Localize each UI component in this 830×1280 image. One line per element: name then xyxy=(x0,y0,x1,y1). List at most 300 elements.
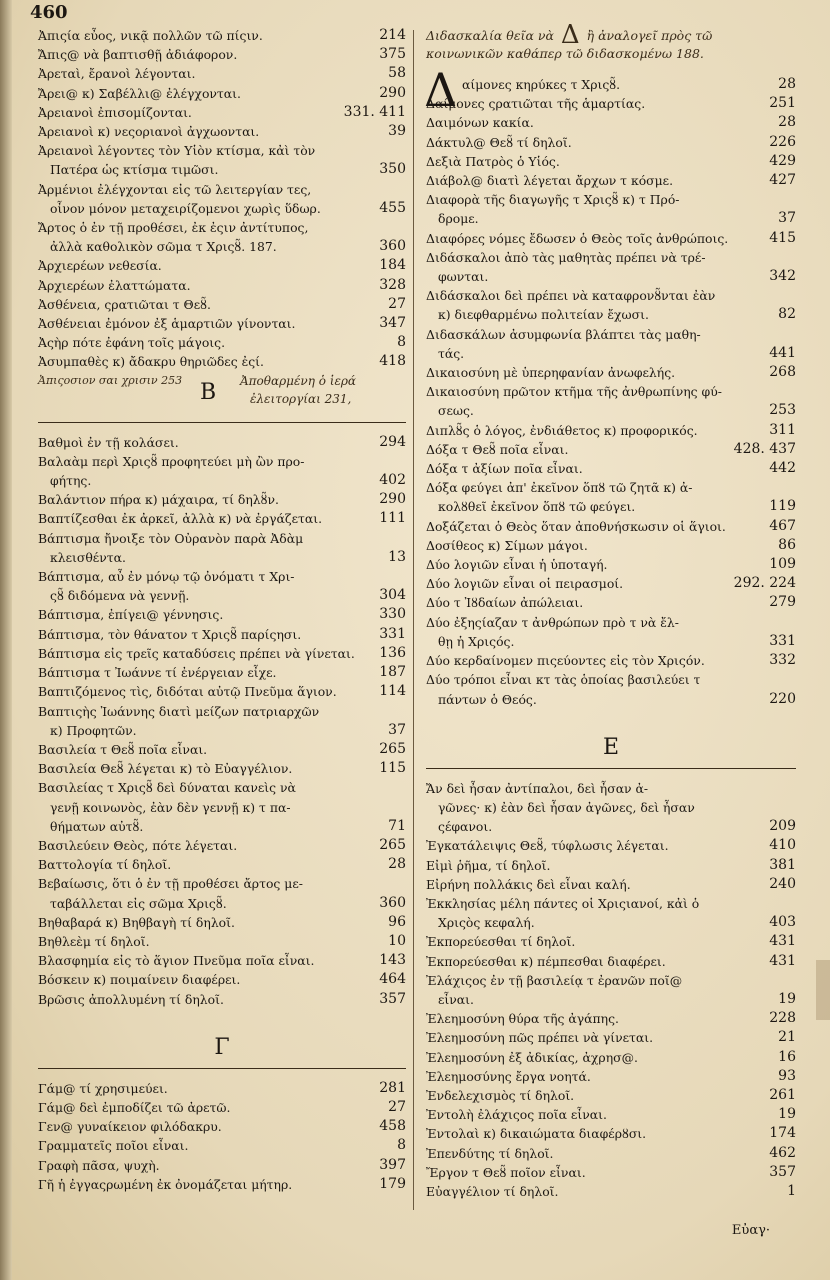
page-reference: 304 xyxy=(379,587,406,604)
page-reference: 240 xyxy=(769,875,796,892)
right-column xyxy=(424,20,796,1201)
entry-text: Βαπτίζεσθαι ἐκ ἀρκεῖ, ἀλλὰ κ) νὰ ἐργάζεται. xyxy=(38,511,323,527)
handwritten-note: ἐλειτοργίαι 231, xyxy=(250,391,352,406)
entry-text: Βασιλείας τ Χριςȣ̃ δεὶ δύναται κανεὶς νὰ xyxy=(38,780,296,796)
entry-text: Δύο τ Ἰȣδαίων ἀπώλειαι. xyxy=(426,595,584,611)
page-reference: 331. 411 xyxy=(343,103,406,120)
index-entry xyxy=(38,567,406,605)
entry-text: Δαίμονες ςρατιῶται τῆς ἁμαρτίας. xyxy=(426,96,646,112)
entry-continuation: τάς. xyxy=(438,345,465,361)
entry-text: Ἐντολαὶ κ) δικαιώματα διαφέρȣσι. xyxy=(426,1126,647,1142)
section-letter-delta: Δ xyxy=(424,63,458,117)
page-reference: 410 xyxy=(769,837,796,854)
entry-text: Δόξα φεύγει ἀπ' ἐκεῖνον ὅπȣ τῶ ζητᾶ κ) ἀ- xyxy=(426,480,693,496)
entry-continuation: ςέφανοι. xyxy=(438,819,493,835)
entry-continuation: πάντων ὁ Θεός. xyxy=(438,691,537,707)
index-entry xyxy=(426,613,796,651)
index-entry xyxy=(38,990,406,1009)
page-reference: 342 xyxy=(769,268,796,285)
entry-text: Ἄπις@ νὰ βαπτισθῇ ἀδιάφορον. xyxy=(38,47,238,63)
entry-continuation: θήματων αὐτȣ̃. xyxy=(50,818,144,834)
index-entry xyxy=(426,555,796,574)
page-reference: 136 xyxy=(379,644,406,661)
page-reference: 1 xyxy=(787,1182,796,1199)
index-entry xyxy=(426,459,796,478)
entry-text: Διδάσκαλοι ἀπὸ τὰς μαθητὰς πρέπει νὰ τρέ- xyxy=(426,249,706,265)
page-reference: 265 xyxy=(379,740,406,757)
index-entry xyxy=(38,218,406,256)
entry-text: Δόξα τ Θεȣ̃ ποῖα εἶναι. xyxy=(426,441,569,457)
section-rule xyxy=(38,422,406,423)
entry-text: Βεβαίωσις, ὅτι ὁ ἐν τῇ προθέσει ἄρτος με- xyxy=(38,876,303,892)
entry-text: Γάμ@ δεὶ ἐμποδίζει τῶ ἀρετῶ. xyxy=(38,1099,231,1115)
entry-text: Ἄν δεὶ ἦσαν ἀντίπαλοι, δεὶ ἦσαν ἀ- xyxy=(426,780,649,796)
index-entry xyxy=(38,180,406,218)
page-reference: 143 xyxy=(379,952,406,969)
page-reference: 10 xyxy=(388,932,406,949)
page-reference: 467 xyxy=(769,517,796,534)
page-reference: 82 xyxy=(778,306,796,323)
entry-text: Ἀρειανοὶ λέγοντες τὸν Υἱὸν κτίσμα, κἀὶ τὸν xyxy=(38,143,316,159)
page-reference: 37 xyxy=(388,721,406,738)
entry-continuation: κ) διεφθαρμένω πολιτείαν ἔχωσι. xyxy=(438,307,649,323)
entry-text: Δαιμόνων κακία. xyxy=(426,115,534,131)
index-entry xyxy=(426,113,796,132)
page-reference: 39 xyxy=(388,123,406,140)
index-entry xyxy=(426,363,796,382)
index-entry xyxy=(38,951,406,970)
entry-text: Βάπτισμα εἰς τρεῖς καταδύσεις πρέπει νὰ γίνεται. xyxy=(38,645,355,661)
entry-text: Ἀρμένιοι ἐλέγχονται εἰς τῶ λειτεργίαν τες, xyxy=(38,181,312,197)
page-reference: 403 xyxy=(769,914,796,931)
entry-text: Δοσίθεος κ) Σίμων μάγοι. xyxy=(426,537,588,553)
page-reference: 290 xyxy=(379,491,406,508)
delta-section xyxy=(426,75,796,709)
index-entry xyxy=(426,1163,796,1182)
index-entry xyxy=(38,1136,406,1155)
entry-text: Ἐλεημοσύνη ἐξ ἀδικίας, ἀχρησ@. xyxy=(426,1049,638,1065)
index-entry xyxy=(38,605,406,624)
entry-continuation: Πατέρα ὡς κτίσμα τιμῶσι. xyxy=(50,162,219,178)
page-reference: 96 xyxy=(388,913,406,930)
alpha-section xyxy=(38,26,406,372)
entry-text: Δοξάζεται ὁ Θεὸς ὅταν ἀποθνήσκωσιν οἱ ἅγιοι. xyxy=(426,518,726,534)
page-reference: 360 xyxy=(379,238,406,255)
entry-text: Διαφορὰ τῆς διαγωγῆς τ Χριςȣ̃ κ) τ Πρό- xyxy=(426,192,680,208)
page-reference: 350 xyxy=(379,161,406,178)
page-reference: 311 xyxy=(769,421,796,438)
page-reference: 464 xyxy=(379,971,406,988)
index-entry xyxy=(426,171,796,190)
index-entry xyxy=(38,352,406,371)
entry-text: Δικαιοσύνη πρῶτον κτῆμα τῆς ἀνθρωπίνης φύ- xyxy=(426,384,722,400)
entry-text: Δόξα τ ἀξίων ποῖα εἶναι. xyxy=(426,461,583,477)
index-entry xyxy=(426,94,796,113)
page-number: 460 xyxy=(30,2,68,23)
index-entry xyxy=(426,670,796,708)
entry-text: Βαλαὰμ περὶ Χριςȣ̃ προφητεύει μὴ ὢν προ- xyxy=(38,453,305,469)
index-entry xyxy=(426,536,796,555)
entry-text: Ἄρει@ κ) Σαβέλλι@ ἐλέγχονται. xyxy=(38,85,241,101)
page-reference: 402 xyxy=(379,472,406,489)
entry-text: Γεν@ γυναίκειον φιλόδακρυ. xyxy=(38,1119,222,1135)
entry-text: Γάμ@ τί χρησιμεύει. xyxy=(38,1080,168,1096)
index-entry xyxy=(38,333,406,352)
index-entry xyxy=(38,1117,406,1136)
entry-text: Ἀρειανοὶ κ) νεςοριανοὶ ἀγχωονται. xyxy=(38,124,260,140)
page-reference: 184 xyxy=(379,257,406,274)
epsilon-section xyxy=(426,779,796,1201)
page-reference: 294 xyxy=(379,433,406,450)
entry-text: Βαπτιςὴς Ἰωάννης διατὶ μείζων πατριαρχῶν xyxy=(38,703,320,719)
page-reference: 279 xyxy=(769,594,796,611)
page-reference: 27 xyxy=(388,295,406,312)
entry-text: Βάπτισμα, τὸν θάνατον τ Χριςȣ̃ παρίςησι. xyxy=(38,626,302,642)
page-reference: 328 xyxy=(379,276,406,293)
index-entry xyxy=(426,1009,796,1028)
entry-continuation: θῃ ἡ Χριςός. xyxy=(438,633,515,649)
index-entry xyxy=(426,856,796,875)
entry-text: Δύο κερδαίνομεν πιςεύοντες εἰς τὸν Χριςόν. xyxy=(426,653,705,669)
entry-text: Ἀρειανοὶ ἐπισομίζονται. xyxy=(38,104,192,120)
entry-text: Ἐκκλησίας μέλη πάντες οἱ Χριςιανοί, κἀὶ ὁ xyxy=(426,895,700,911)
entry-continuation: κολȣθεῖ ἐκεῖνον ὅπȣ τῶ φεύγει. xyxy=(438,499,636,515)
entry-text: Βλασφημία εἰς τὸ ἅγιον Πνεῦμα ποῖα εἶναι. xyxy=(38,953,315,969)
index-entry xyxy=(38,1156,406,1175)
index-entry xyxy=(426,971,796,1009)
index-entry xyxy=(38,1079,406,1098)
page-reference: 331 xyxy=(769,632,796,649)
handwritten-note-top xyxy=(426,20,796,63)
page-reference: 442 xyxy=(769,460,796,477)
page-reference: 220 xyxy=(769,690,796,707)
page-reference: 332 xyxy=(769,652,796,669)
index-entry xyxy=(426,382,796,420)
entry-text: Δύο τρόποι εἶναι κτ τὰς ὁποίας βασιλεύει τ xyxy=(426,672,701,688)
section-letter-b: B xyxy=(200,379,217,405)
page-reference: 179 xyxy=(379,1175,406,1192)
index-entry xyxy=(426,152,796,171)
entry-text: Ἐλεημοσύνη πῶς πρέπει νὰ γίνεται. xyxy=(426,1030,654,1046)
entry-continuation: ταβάλλεται εἰς σῶμα Χριςȣ̃. xyxy=(50,895,227,911)
entry-text: Ἀρεταὶ, ἔρανοὶ λέγονται. xyxy=(38,66,196,82)
index-entry xyxy=(426,952,796,971)
index-entry xyxy=(38,490,406,509)
page-reference: 28 xyxy=(778,114,796,131)
index-entry xyxy=(426,932,796,951)
beta-heading xyxy=(38,374,406,416)
entry-text: Ἐνδελεχισμὸς τί δηλοῖ. xyxy=(426,1087,575,1103)
page-reference: 265 xyxy=(379,836,406,853)
page-reference: 226 xyxy=(769,133,796,150)
page-gutter xyxy=(0,0,12,1280)
entry-continuation: κλεισθέντα. xyxy=(50,549,126,565)
page-reference: 441 xyxy=(769,344,796,361)
index-entry xyxy=(426,1067,796,1086)
page-reference: 251 xyxy=(769,95,796,112)
entry-text: Διαφόρες νόμες ἔδωσεν ὁ Θεὸς τοῖς ἀνθρώποις. xyxy=(426,230,729,246)
page-reference: 330 xyxy=(379,606,406,623)
handwritten-line: ἢ ἀναλογεῖ πρὸς τῶ xyxy=(586,28,713,43)
index-entry xyxy=(38,84,406,103)
entry-continuation: οἶνον μόνον μεταχειρίζομενοι χωρὶς ὕδωρ. xyxy=(50,200,321,216)
entry-continuation: Χριςὸς κεφαλή. xyxy=(438,915,535,931)
index-entry xyxy=(426,190,796,228)
page-reference: 86 xyxy=(778,536,796,553)
index-entry xyxy=(426,836,796,855)
page-reference: 357 xyxy=(769,1163,796,1180)
page-reference: 21 xyxy=(778,1029,796,1046)
entry-text: Ἄρτος ὁ ἐν τῇ προθέσει, ἐκ ἐςιν ἀντίτυπος, xyxy=(38,220,309,236)
page-reference: 290 xyxy=(379,84,406,101)
index-entry xyxy=(38,433,406,452)
index-entry xyxy=(426,229,796,248)
entry-text: Εὐαγγέλιον τί δηλοῖ. xyxy=(426,1183,559,1199)
index-entry xyxy=(426,1086,796,1105)
index-entry xyxy=(426,248,796,286)
page-reference: 111 xyxy=(379,510,406,527)
page-reference: 331 xyxy=(379,625,406,642)
entry-text: Ἐλεημοσύνη θύρα τῆς ἀγάπης. xyxy=(426,1011,619,1027)
index-entry xyxy=(426,133,796,152)
index-entry xyxy=(38,276,406,295)
entry-text: Δύο λογιῶν εἶναι ἡ ὑποταγή. xyxy=(426,557,608,573)
entry-text: Βαπτιζόμενος τὶς, διδόται αὐτῷ Πνεῦμα ἅγιον. xyxy=(38,684,337,700)
entry-text: Βάπτισμα τ Ἰωάννε τί ἐνέργειαν εἶχε. xyxy=(38,665,277,681)
left-column xyxy=(38,26,406,1194)
entry-continuation: εἶναι. xyxy=(438,991,474,1007)
entry-text: Ἐπενδύτης τί δηλοῖ. xyxy=(426,1145,554,1161)
page-reference: 418 xyxy=(379,353,406,370)
entry-text: Ἀρχιερέων νεθεσία. xyxy=(38,258,162,274)
page-reference: 357 xyxy=(379,990,406,1007)
page-reference: 431 xyxy=(769,933,796,950)
entry-text: Βαλάντιον πήρα κ) μάχαιρα, τί δηλȣ̃ν. xyxy=(38,492,279,508)
entry-text: Διδασκάλων ἀσυμφωνία βλάπτει τὰς μαθη- xyxy=(426,326,701,342)
column-divider xyxy=(413,30,414,1210)
page-reference: 115 xyxy=(379,760,406,777)
entry-text: Ἀπιςία εὖος, νικᾷ πολλῶν τῶ πίςιν. xyxy=(38,28,263,43)
entry-text: Γραφὴ πᾶσα, ψυχὴ. xyxy=(38,1157,160,1173)
index-entry xyxy=(426,1028,796,1047)
entry-text: Ἔργον τ Θεȣ̃ ποῖον εἶναι. xyxy=(426,1164,586,1180)
page-reference: 253 xyxy=(769,402,796,419)
index-entry xyxy=(38,45,406,64)
delta-section-wrap xyxy=(424,63,796,709)
page-reference: 174 xyxy=(769,1125,796,1142)
entry-continuation: γενῇ κοινωνὸς, ἐὰν δὲν γεννῇ κ) τ πα- xyxy=(50,799,291,815)
index-entry xyxy=(38,932,406,951)
entry-text: Δικαιοσύνη μὲ ὑπερηφανίαν ἀνωφελής. xyxy=(426,365,676,381)
index-entry xyxy=(38,836,406,855)
page-reference: 462 xyxy=(769,1144,796,1161)
index-entry xyxy=(426,1048,796,1067)
index-entry xyxy=(426,75,796,94)
page-reference: 292. 224 xyxy=(733,575,796,592)
entry-text: Ἀσθένεια, ςρατιῶται τ Θεȣ̃. xyxy=(38,296,211,312)
entry-text: Ἐκπορεύεσθαι κ) πέμπεσθαι διαφέρει. xyxy=(426,953,666,969)
index-entry xyxy=(426,875,796,894)
index-entry xyxy=(426,286,796,324)
index-entry xyxy=(38,314,406,333)
page-reference: 114 xyxy=(379,683,406,700)
entry-text: Διάβολ@ διατὶ λέγεται ἄρχων τ κόσμε. xyxy=(426,173,674,189)
page-reference: 281 xyxy=(379,1079,406,1096)
entry-text: αίμονες κηρύκες τ Χριςȣ̃. xyxy=(462,77,621,92)
entry-text: Ἐκπορεύεσθαι τί δηλοῖ. xyxy=(426,934,576,950)
index-entry xyxy=(38,702,406,740)
page-reference: 19 xyxy=(778,990,796,1007)
entry-text: Δεξιὰ Πατρὸς ὁ Υἱός. xyxy=(426,153,560,169)
entry-text: Ἐγκατάλειψις Θεȣ̃, τύφλωσις λέγεται. xyxy=(426,838,669,854)
entry-continuation: κ) Προφητῶν. xyxy=(50,722,137,738)
index-entry xyxy=(38,625,406,644)
page-reference: 427 xyxy=(769,172,796,189)
entry-continuation: φωνται. xyxy=(438,269,489,285)
page-reference: 228 xyxy=(769,1010,796,1027)
page-reference: 268 xyxy=(769,364,796,381)
entry-continuation: γῶνες· κ) ἐὰν δεὶ ἦσαν ἀγῶνες, δεὶ ἦσαν xyxy=(438,799,695,815)
index-entry xyxy=(426,478,796,516)
page-reference: 8 xyxy=(397,334,406,351)
entry-continuation: σεως. xyxy=(438,403,474,419)
entry-text: Ἐλεημοσύνης ἔργα νοητά. xyxy=(426,1068,591,1084)
page-reference: 381 xyxy=(769,856,796,873)
index-entry xyxy=(38,26,406,45)
entry-text: Βρῶσις ἀπολλυμένη τί δηλοῖ. xyxy=(38,991,224,1007)
page-reference: 28 xyxy=(778,76,796,92)
beta-section xyxy=(38,433,406,1009)
entry-text: Γραμματεῖς ποῖοι εἶναι. xyxy=(38,1138,189,1154)
index-entry xyxy=(38,970,406,989)
index-entry xyxy=(38,529,406,567)
page-reference: 93 xyxy=(778,1067,796,1084)
entry-text: Βηθλεὲμ τί δηλοῖ. xyxy=(38,933,150,949)
index-entry xyxy=(38,103,406,122)
index-entry xyxy=(38,682,406,701)
index-entry xyxy=(426,1182,796,1201)
index-entry xyxy=(38,663,406,682)
handwritten-line: Διδασκαλία θεῖα νὰ xyxy=(426,28,554,43)
index-entry xyxy=(38,913,406,932)
entry-text: Βασιλεία τ Θεȣ̃ ποῖα εἶναι. xyxy=(38,741,208,757)
page-reference: 13 xyxy=(388,548,406,565)
entry-text: Δύο λογιῶν εἶναι οἱ πειρασμοί. xyxy=(426,576,624,592)
handwritten-letter: Δ xyxy=(560,20,580,50)
page-reference: 431 xyxy=(769,952,796,969)
index-entry xyxy=(426,440,796,459)
page-reference: 397 xyxy=(379,1156,406,1173)
index-entry xyxy=(38,855,406,874)
page-reference: 71 xyxy=(388,817,406,834)
index-entry xyxy=(38,1175,406,1194)
page-reference: 119 xyxy=(769,498,796,515)
index-entry xyxy=(38,644,406,663)
index-entry xyxy=(38,1098,406,1117)
index-entry xyxy=(426,517,796,536)
section-letter-gamma: Γ xyxy=(214,1034,230,1060)
entry-text: Ἀσυμπαθὲς κ) ἄδακρυ θηριῶδες ἐςί. xyxy=(38,354,264,370)
entry-text: Γῆ ἡ ἐγγαςρωμένη ἐκ ὀνομάζεται μήτηρ. xyxy=(38,1176,293,1192)
section-rule xyxy=(426,768,796,769)
index-entry xyxy=(38,509,406,528)
entry-text: Εἰμὶ ῥῆμα, τί δηλοῖ. xyxy=(426,857,551,873)
entry-text: Βόσκειν κ) ποιμαίνειν διαφέρει. xyxy=(38,972,241,988)
page-reference: 27 xyxy=(388,1098,406,1115)
index-entry xyxy=(426,894,796,932)
entry-continuation: ςȣ̃ διδόμενα νὰ γεννῇ. xyxy=(50,588,190,604)
entry-continuation: ἀλλὰ καθολικὸν σῶμα τ Χριςȣ̃. 187. xyxy=(50,239,277,255)
entry-text: Δάκτυλ@ Θεȣ̃ τί δηλοῖ. xyxy=(426,134,572,150)
index-entry xyxy=(426,574,796,593)
page-reference: 187 xyxy=(379,664,406,681)
handwritten-note: Ἀπιςοσιον σαι χρισιν 253 xyxy=(38,373,183,387)
index-entry xyxy=(426,1105,796,1124)
entry-text: Διδάσκαλοι δεὶ πρέπει νὰ καταφρονȣ̃νται ἐὰν xyxy=(426,288,716,304)
page-reference: 58 xyxy=(388,65,406,82)
catchword: Εὐαγ· xyxy=(731,1223,770,1238)
entry-text: Ἀςὴρ πότε ἐφάνη τοῖς μάγοις. xyxy=(38,335,226,351)
edge-stain xyxy=(816,960,830,1020)
entry-text: Ἀρχιερέων ἐλαττώματα. xyxy=(38,277,191,293)
entry-text: Ἀσθένειαι ἐμόνον ἐξ ἁμαρτιῶν γίνονται. xyxy=(38,316,296,332)
section-letter-epsilon: E xyxy=(602,734,620,760)
entry-text: Βάπτισμα ἤνοιξε τὸν Οὐρανὸν παρὰ Ἀδὰμ xyxy=(38,530,304,546)
page-reference: 347 xyxy=(379,315,406,332)
index-entry xyxy=(38,452,406,490)
page-reference: 37 xyxy=(778,210,796,227)
index-entry xyxy=(38,740,406,759)
page-reference: 375 xyxy=(379,46,406,63)
page-reference: 209 xyxy=(769,818,796,835)
page-reference: 16 xyxy=(778,1048,796,1065)
index-entry xyxy=(38,256,406,275)
entry-text: Εἰρήνη πολλάκις δεὶ εἶναι καλή. xyxy=(426,876,631,892)
page-reference: 415 xyxy=(769,229,796,246)
handwritten-note: Ἀποθαρμένη ὁ ἱερά xyxy=(240,373,357,388)
entry-text: Βάπτισμα, αὖ ἐν μόνῳ τῷ ὀνόματι τ Χρι- xyxy=(38,569,295,585)
gamma-section xyxy=(38,1079,406,1194)
page-reference: 28 xyxy=(388,856,406,873)
page-reference: 458 xyxy=(379,1118,406,1135)
entry-text: Βάπτισμα, ἐπίγει@ γέννησις. xyxy=(38,607,224,623)
index-entry xyxy=(426,421,796,440)
page-reference: 428. 437 xyxy=(733,440,796,457)
entry-text: Βασιλεύειν Θεὸς, πότε λέγεται. xyxy=(38,837,238,853)
entry-text: Βαττολογία τί δηλοῖ. xyxy=(38,857,172,873)
page-reference: 261 xyxy=(769,1086,796,1103)
entry-text: Διπλȣ̃ς ὁ λόγος, ἐνδιάθετος κ) προφορικός. xyxy=(426,422,698,438)
index-entry xyxy=(426,651,796,670)
index-entry xyxy=(426,779,796,837)
entry-continuation: φήτης. xyxy=(50,473,92,489)
entry-text: Βηθαβαρά κ) Βηθβαγὴ τί δηλοῖ. xyxy=(38,914,235,930)
index-entry xyxy=(38,295,406,314)
page-reference: 109 xyxy=(769,556,796,573)
entry-text: Δύο ἐξηςίαζαν τ ἀνθρώπων πρὸ τ νὰ ἔλ- xyxy=(426,614,679,630)
page-reference: 8 xyxy=(397,1137,406,1154)
index-entry xyxy=(38,778,406,836)
entry-text: Βασιλεία Θεȣ̃ λέγεται κ) τὸ Εὐαγγέλιον. xyxy=(38,761,293,777)
page-reference: 19 xyxy=(778,1106,796,1123)
page-reference: 455 xyxy=(379,199,406,216)
index-entry xyxy=(426,1144,796,1163)
entry-text: Ἐλάχιςος ἐν τῇ βασιλείᾳ τ ἐρανῶν ποῖ@ xyxy=(426,972,683,988)
index-entry xyxy=(426,325,796,363)
index-entry xyxy=(426,1124,796,1143)
entry-continuation: δρομε. xyxy=(438,211,479,227)
index-entry xyxy=(38,874,406,912)
